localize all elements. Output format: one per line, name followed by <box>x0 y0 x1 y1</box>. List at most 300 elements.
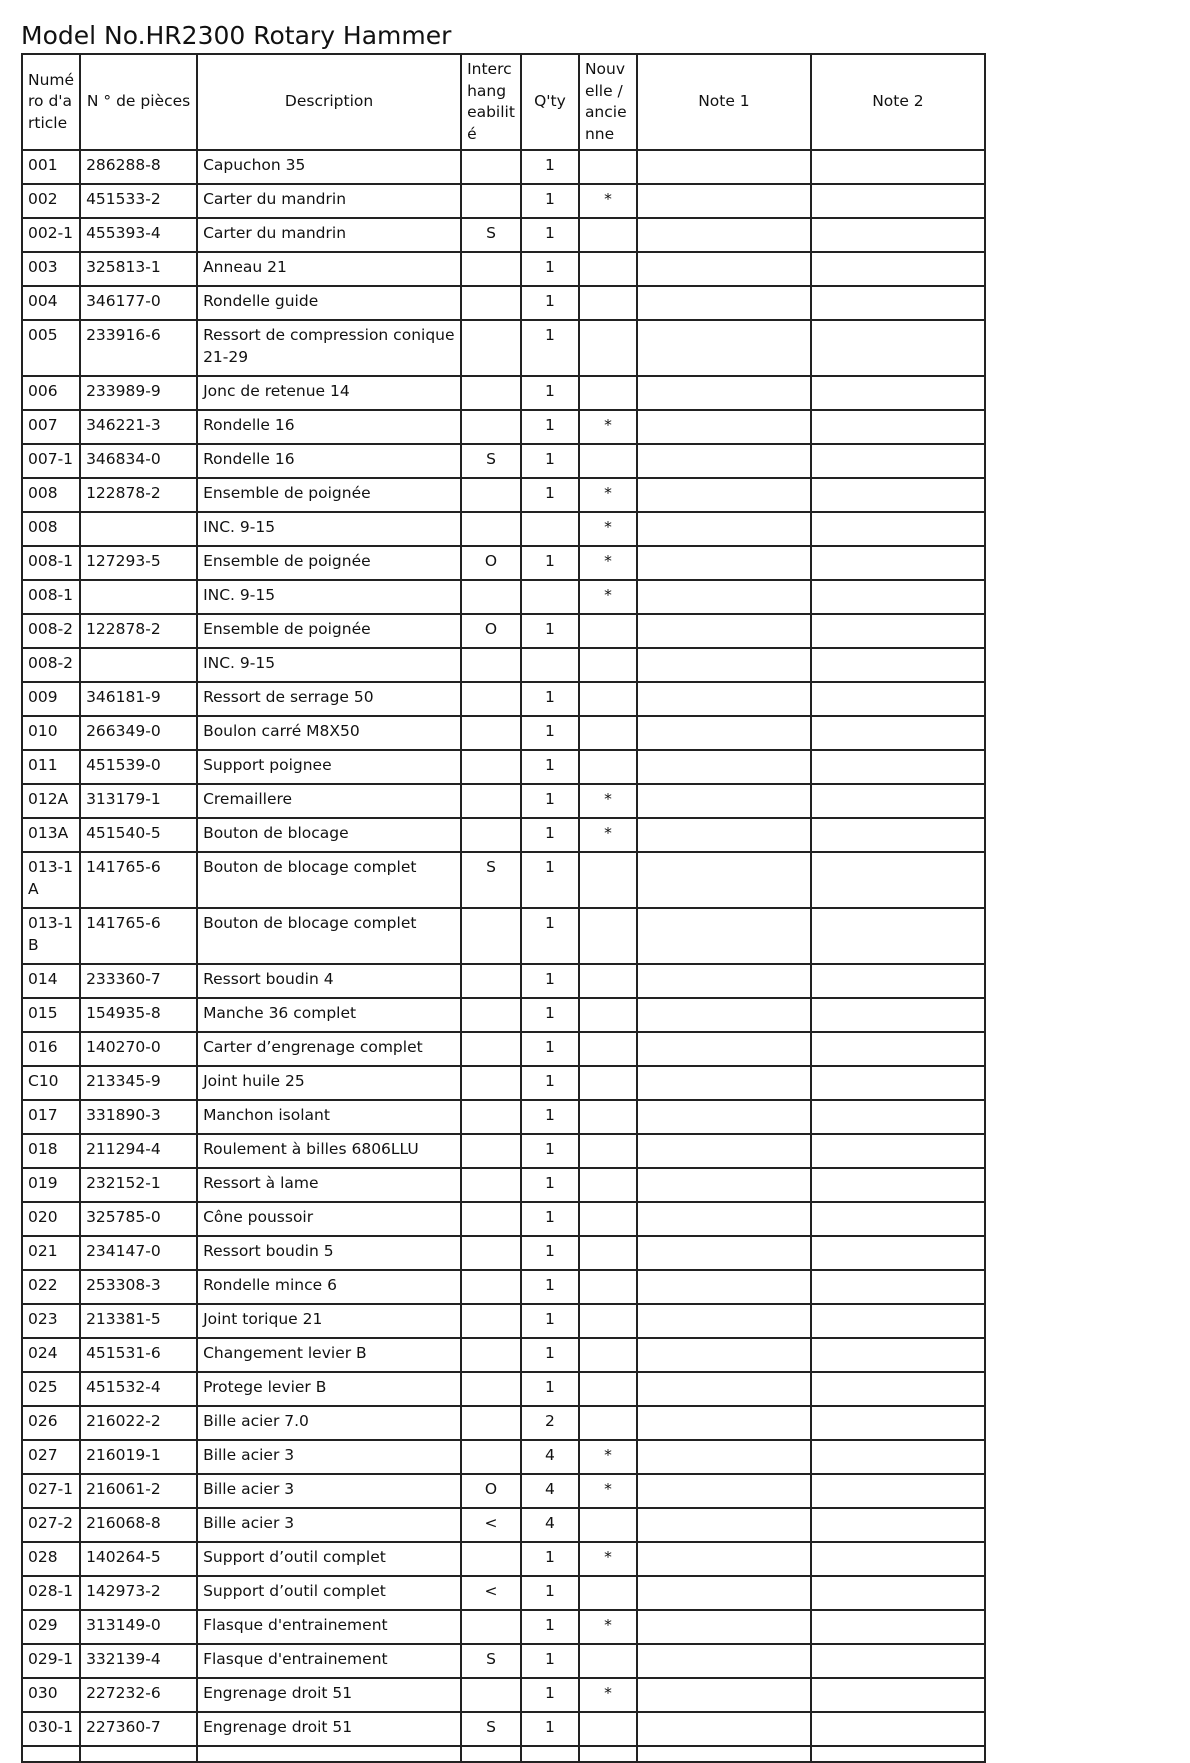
interchangeability-cell <box>461 648 521 682</box>
part-number-cell <box>80 580 197 614</box>
new-old-cell <box>579 908 637 964</box>
note-1-cell <box>637 784 811 818</box>
quantity-cell: 1 <box>521 1236 579 1270</box>
part-number-cell: 332139-4 <box>80 1644 197 1678</box>
item-number-cell: 022 <box>22 1270 80 1304</box>
new-old-cell <box>579 376 637 410</box>
note-2-cell <box>811 964 985 998</box>
item-number-cell: 020 <box>22 1202 80 1236</box>
table-row <box>22 1610 985 1644</box>
new-old-cell: * <box>579 784 637 818</box>
note-1-cell <box>637 1304 811 1338</box>
note-1-cell <box>637 218 811 252</box>
note-2-cell <box>811 150 985 184</box>
description-cell: Roulement à billes 6806LLU <box>197 1134 461 1168</box>
empty-cell <box>80 1746 197 1762</box>
description-cell: Carter du mandrin <box>197 184 461 218</box>
item-number-cell: 021 <box>22 1236 80 1270</box>
empty-cell <box>22 1746 80 1762</box>
quantity-cell: 1 <box>521 1134 579 1168</box>
item-number-cell: 003 <box>22 252 80 286</box>
new-old-cell <box>579 614 637 648</box>
table-row <box>22 410 985 444</box>
item-number-cell: 028 <box>22 1542 80 1576</box>
quantity-cell: 1 <box>521 998 579 1032</box>
interchangeability-cell <box>461 784 521 818</box>
note-1-cell <box>637 1610 811 1644</box>
part-number-cell: 286288-8 <box>80 150 197 184</box>
note-1-cell <box>637 444 811 478</box>
note-2-cell <box>811 252 985 286</box>
note-2-cell <box>811 852 985 908</box>
description-cell: Carter du mandrin <box>197 218 461 252</box>
empty-cell <box>579 1746 637 1762</box>
part-number-cell: 227232-6 <box>80 1678 197 1712</box>
quantity-cell: 1 <box>521 1542 579 1576</box>
table-row <box>22 320 985 376</box>
description-cell: Support poignee <box>197 750 461 784</box>
quantity-cell: 1 <box>521 1338 579 1372</box>
note-2-cell <box>811 1372 985 1406</box>
new-old-cell <box>579 150 637 184</box>
quantity-cell: 1 <box>521 852 579 908</box>
item-number-cell: 008-1 <box>22 580 80 614</box>
item-number-cell: 015 <box>22 998 80 1032</box>
interchangeability-cell <box>461 1100 521 1134</box>
quantity-cell: 1 <box>521 784 579 818</box>
table-row <box>22 1746 985 1762</box>
item-number-cell: 005 <box>22 320 80 376</box>
note-1-cell <box>637 1168 811 1202</box>
table-row <box>22 964 985 998</box>
interchangeability-cell <box>461 1338 521 1372</box>
description-cell: Flasque d'entrainement <box>197 1644 461 1678</box>
note-1-cell <box>637 852 811 908</box>
item-number-cell: 007 <box>22 410 80 444</box>
note-2-cell <box>811 1406 985 1440</box>
note-1-cell <box>637 1644 811 1678</box>
interchangeability-cell <box>461 1168 521 1202</box>
description-cell: Bouton de blocage complet <box>197 908 461 964</box>
interchangeability-cell <box>461 1406 521 1440</box>
note-1-cell <box>637 1270 811 1304</box>
new-old-cell: * <box>579 1610 637 1644</box>
table-row <box>22 818 985 852</box>
part-number-cell: 451531-6 <box>80 1338 197 1372</box>
item-number-cell: 029-1 <box>22 1644 80 1678</box>
item-number-cell: 027-2 <box>22 1508 80 1542</box>
description-cell: INC. 9-15 <box>197 580 461 614</box>
table-row <box>22 1372 985 1406</box>
new-old-cell: * <box>579 410 637 444</box>
quantity-cell: 1 <box>521 1066 579 1100</box>
interchangeability-cell <box>461 1236 521 1270</box>
new-old-cell: * <box>579 818 637 852</box>
part-number-cell: 451532-4 <box>80 1372 197 1406</box>
quantity-cell: 1 <box>521 1678 579 1712</box>
note-1-cell <box>637 150 811 184</box>
note-1-cell <box>637 1576 811 1610</box>
note-2-cell <box>811 818 985 852</box>
interchangeability-cell: < <box>461 1508 521 1542</box>
quantity-cell: 1 <box>521 964 579 998</box>
new-old-cell <box>579 1032 637 1066</box>
note-2-cell <box>811 512 985 546</box>
item-number-cell: 009 <box>22 682 80 716</box>
item-number-cell: 008-2 <box>22 614 80 648</box>
interchangeability-cell <box>461 908 521 964</box>
quantity-cell: 4 <box>521 1440 579 1474</box>
description-cell: Bouton de blocage complet <box>197 852 461 908</box>
note-2-cell <box>811 410 985 444</box>
quantity-cell: 1 <box>521 376 579 410</box>
part-number-cell: 122878-2 <box>80 478 197 512</box>
new-old-cell <box>579 964 637 998</box>
part-number-cell: 233989-9 <box>80 376 197 410</box>
quantity-cell: 1 <box>521 1202 579 1236</box>
part-number-cell: 216068-8 <box>80 1508 197 1542</box>
description-cell: Ressort à lame <box>197 1168 461 1202</box>
part-number-cell: 325785-0 <box>80 1202 197 1236</box>
table-row <box>22 478 985 512</box>
note-1-cell <box>637 1474 811 1508</box>
description-cell: Ressort de compression conique 21-29 <box>197 320 461 376</box>
quantity-cell: 1 <box>521 908 579 964</box>
item-number-cell: 008-1 <box>22 546 80 580</box>
interchangeability-cell <box>461 150 521 184</box>
quantity-cell <box>521 580 579 614</box>
quantity-cell: 1 <box>521 286 579 320</box>
quantity-cell <box>521 648 579 682</box>
note-1-cell <box>637 1440 811 1474</box>
note-2-cell <box>811 1644 985 1678</box>
item-number-cell: 001 <box>22 150 80 184</box>
table-row <box>22 286 985 320</box>
page-title: Model No.HR2300 Rotary Hammer <box>21 21 452 50</box>
description-cell: Support d’outil complet <box>197 1576 461 1610</box>
interchangeability-cell <box>461 750 521 784</box>
quantity-cell: 1 <box>521 1372 579 1406</box>
note-1-cell <box>637 818 811 852</box>
parts-table <box>21 53 986 1763</box>
table-row <box>22 1508 985 1542</box>
note-1-cell <box>637 376 811 410</box>
table-row <box>22 150 985 184</box>
note-1-cell <box>637 614 811 648</box>
note-1-cell <box>637 1100 811 1134</box>
new-old-cell <box>579 286 637 320</box>
description-cell: Rondelle 16 <box>197 410 461 444</box>
quantity-cell: 2 <box>521 1406 579 1440</box>
quantity-cell: 1 <box>521 320 579 376</box>
note-2-cell <box>811 286 985 320</box>
description-cell: Ensemble de poignée <box>197 546 461 580</box>
interchangeability-cell <box>461 964 521 998</box>
note-1-cell <box>637 1236 811 1270</box>
note-1-cell <box>637 648 811 682</box>
empty-cell <box>521 1746 579 1762</box>
quantity-cell: 4 <box>521 1474 579 1508</box>
new-old-cell: * <box>579 1678 637 1712</box>
interchangeability-cell: O <box>461 1474 521 1508</box>
item-number-cell: 014 <box>22 964 80 998</box>
description-cell: Bille acier 7.0 <box>197 1406 461 1440</box>
description-cell: INC. 9-15 <box>197 648 461 682</box>
note-1-cell <box>637 1508 811 1542</box>
interchangeability-cell <box>461 580 521 614</box>
note-2-cell <box>811 376 985 410</box>
note-2-cell <box>811 1100 985 1134</box>
part-number-cell: 313149-0 <box>80 1610 197 1644</box>
interchangeability-cell <box>461 376 521 410</box>
note-1-cell <box>637 546 811 580</box>
note-2-cell <box>811 1202 985 1236</box>
part-number-cell: 346177-0 <box>80 286 197 320</box>
table-row <box>22 908 985 964</box>
note-1-cell <box>637 580 811 614</box>
item-number-cell: 008 <box>22 478 80 512</box>
empty-cell <box>637 1746 811 1762</box>
note-1-cell <box>637 1678 811 1712</box>
note-1-cell <box>637 478 811 512</box>
table-row <box>22 1542 985 1576</box>
new-old-cell <box>579 1304 637 1338</box>
note-2-cell <box>811 1032 985 1066</box>
new-old-cell: * <box>579 580 637 614</box>
interchangeability-cell <box>461 1032 521 1066</box>
description-cell: Boulon carré M8X50 <box>197 716 461 750</box>
note-1-cell <box>637 716 811 750</box>
new-old-cell <box>579 252 637 286</box>
interchangeability-cell <box>461 320 521 376</box>
new-old-cell <box>579 218 637 252</box>
description-cell: Ressort boudin 5 <box>197 1236 461 1270</box>
part-number-cell: 346834-0 <box>80 444 197 478</box>
new-old-cell: * <box>579 546 637 580</box>
interchangeability-cell: S <box>461 444 521 478</box>
description-cell: Bille acier 3 <box>197 1440 461 1474</box>
interchangeability-cell: < <box>461 1576 521 1610</box>
table-row <box>22 1474 985 1508</box>
note-1-cell <box>637 1202 811 1236</box>
new-old-cell <box>579 682 637 716</box>
item-number-cell: 023 <box>22 1304 80 1338</box>
interchangeability-cell <box>461 998 521 1032</box>
new-old-cell <box>579 1270 637 1304</box>
item-number-cell: 007-1 <box>22 444 80 478</box>
note-2-cell <box>811 998 985 1032</box>
note-2-cell <box>811 444 985 478</box>
item-number-cell: 016 <box>22 1032 80 1066</box>
table-row <box>22 1236 985 1270</box>
item-number-cell: 013-1 B <box>22 908 80 964</box>
quantity-cell <box>521 512 579 546</box>
table-row <box>22 580 985 614</box>
note-1-cell <box>637 1134 811 1168</box>
description-cell: Bille acier 3 <box>197 1508 461 1542</box>
new-old-cell: * <box>579 478 637 512</box>
part-number-cell: 451539-0 <box>80 750 197 784</box>
new-old-cell: * <box>579 1542 637 1576</box>
description-cell: Bille acier 3 <box>197 1474 461 1508</box>
note-1-cell <box>637 964 811 998</box>
item-number-cell: 025 <box>22 1372 80 1406</box>
quantity-cell: 1 <box>521 1304 579 1338</box>
note-1-cell <box>637 1372 811 1406</box>
description-cell: Ensemble de poignée <box>197 614 461 648</box>
note-2-cell <box>811 580 985 614</box>
table-row <box>22 750 985 784</box>
item-number-cell: 030-1 <box>22 1712 80 1746</box>
description-cell: Rondelle guide <box>197 286 461 320</box>
interchangeability-cell: S <box>461 218 521 252</box>
part-number-cell: 234147-0 <box>80 1236 197 1270</box>
item-number-cell: 010 <box>22 716 80 750</box>
item-number-cell: 012A <box>22 784 80 818</box>
interchangeability-cell <box>461 1542 521 1576</box>
table-row <box>22 784 985 818</box>
table-row <box>22 512 985 546</box>
note-2-cell <box>811 1236 985 1270</box>
new-old-cell <box>579 444 637 478</box>
item-number-cell: 028-1 <box>22 1576 80 1610</box>
note-1-cell <box>637 1542 811 1576</box>
part-number-cell: 140270-0 <box>80 1032 197 1066</box>
item-number-cell: 019 <box>22 1168 80 1202</box>
quantity-cell: 1 <box>521 1712 579 1746</box>
quantity-cell: 4 <box>521 1508 579 1542</box>
description-cell: Cône poussoir <box>197 1202 461 1236</box>
new-old-cell <box>579 852 637 908</box>
note-2-cell <box>811 682 985 716</box>
interchangeability-cell <box>461 286 521 320</box>
new-old-cell <box>579 1576 637 1610</box>
note-2-cell <box>811 1270 985 1304</box>
note-2-cell <box>811 908 985 964</box>
quantity-cell: 1 <box>521 218 579 252</box>
note-2-cell <box>811 1678 985 1712</box>
note-2-cell <box>811 1508 985 1542</box>
note-2-cell <box>811 546 985 580</box>
part-number-cell: 216019-1 <box>80 1440 197 1474</box>
note-2-cell <box>811 1134 985 1168</box>
note-2-cell <box>811 784 985 818</box>
item-number-cell: 011 <box>22 750 80 784</box>
table-row <box>22 1270 985 1304</box>
new-old-cell <box>579 1066 637 1100</box>
table-row <box>22 1134 985 1168</box>
table-row <box>22 1576 985 1610</box>
note-1-cell <box>637 512 811 546</box>
item-number-cell: C10 <box>22 1066 80 1100</box>
table-row <box>22 1100 985 1134</box>
note-2-cell <box>811 1712 985 1746</box>
quantity-cell: 1 <box>521 750 579 784</box>
interchangeability-cell: S <box>461 1712 521 1746</box>
interchangeability-cell <box>461 1134 521 1168</box>
new-old-cell <box>579 648 637 682</box>
table-row <box>22 546 985 580</box>
interchangeability-cell <box>461 716 521 750</box>
new-old-cell <box>579 1406 637 1440</box>
note-2-cell <box>811 648 985 682</box>
interchangeability-cell <box>461 512 521 546</box>
part-number-cell: 227360-7 <box>80 1712 197 1746</box>
quantity-cell: 1 <box>521 410 579 444</box>
table-row <box>22 1440 985 1474</box>
new-old-cell <box>579 1202 637 1236</box>
interchangeability-cell <box>461 818 521 852</box>
note-2-cell <box>811 218 985 252</box>
description-cell: Protege levier B <box>197 1372 461 1406</box>
table-row <box>22 444 985 478</box>
new-old-cell <box>579 750 637 784</box>
interchangeability-cell <box>461 1202 521 1236</box>
table-row <box>22 252 985 286</box>
item-number-cell: 017 <box>22 1100 80 1134</box>
note-2-cell <box>811 1304 985 1338</box>
note-1-cell <box>637 410 811 444</box>
description-cell: Carter d’engrenage complet <box>197 1032 461 1066</box>
table-row <box>22 1304 985 1338</box>
note-1-cell <box>637 184 811 218</box>
part-number-cell: 451540-5 <box>80 818 197 852</box>
description-cell: Anneau 21 <box>197 252 461 286</box>
parts-table-body <box>22 150 985 1762</box>
item-number-cell: 002 <box>22 184 80 218</box>
interchangeability-cell: O <box>461 614 521 648</box>
description-cell: Ensemble de poignée <box>197 478 461 512</box>
note-1-cell <box>637 750 811 784</box>
interchangeability-cell <box>461 410 521 444</box>
quantity-cell: 1 <box>521 716 579 750</box>
part-number-cell: 266349-0 <box>80 716 197 750</box>
table-row <box>22 1678 985 1712</box>
new-old-cell <box>579 1372 637 1406</box>
part-number-cell <box>80 512 197 546</box>
interchangeability-cell <box>461 1270 521 1304</box>
interchangeability-cell <box>461 252 521 286</box>
description-cell: Changement levier B <box>197 1338 461 1372</box>
table-row <box>22 1338 985 1372</box>
table-row <box>22 1202 985 1236</box>
part-number-cell: 154935-8 <box>80 998 197 1032</box>
quantity-cell: 1 <box>521 252 579 286</box>
new-old-cell: * <box>579 1474 637 1508</box>
quantity-cell: 1 <box>521 184 579 218</box>
description-cell: Jonc de retenue 14 <box>197 376 461 410</box>
quantity-cell: 1 <box>521 444 579 478</box>
table-row <box>22 614 985 648</box>
new-old-cell: * <box>579 1440 637 1474</box>
table-row <box>22 376 985 410</box>
interchangeability-cell <box>461 1304 521 1338</box>
quantity-cell: 1 <box>521 1644 579 1678</box>
item-number-cell: 027 <box>22 1440 80 1474</box>
item-number-cell: 018 <box>22 1134 80 1168</box>
note-2-cell <box>811 1610 985 1644</box>
header-quantity: Q'ty <box>521 54 579 150</box>
header-interchangeability: Interc hang eabilit é <box>461 54 521 150</box>
table-row <box>22 184 985 218</box>
header-row <box>22 54 985 150</box>
interchangeability-cell <box>461 184 521 218</box>
note-2-cell <box>811 478 985 512</box>
part-number-cell: 211294-4 <box>80 1134 197 1168</box>
table-row <box>22 1168 985 1202</box>
note-1-cell <box>637 1338 811 1372</box>
header-new-old: Nouv elle / ancie nne <box>579 54 637 150</box>
